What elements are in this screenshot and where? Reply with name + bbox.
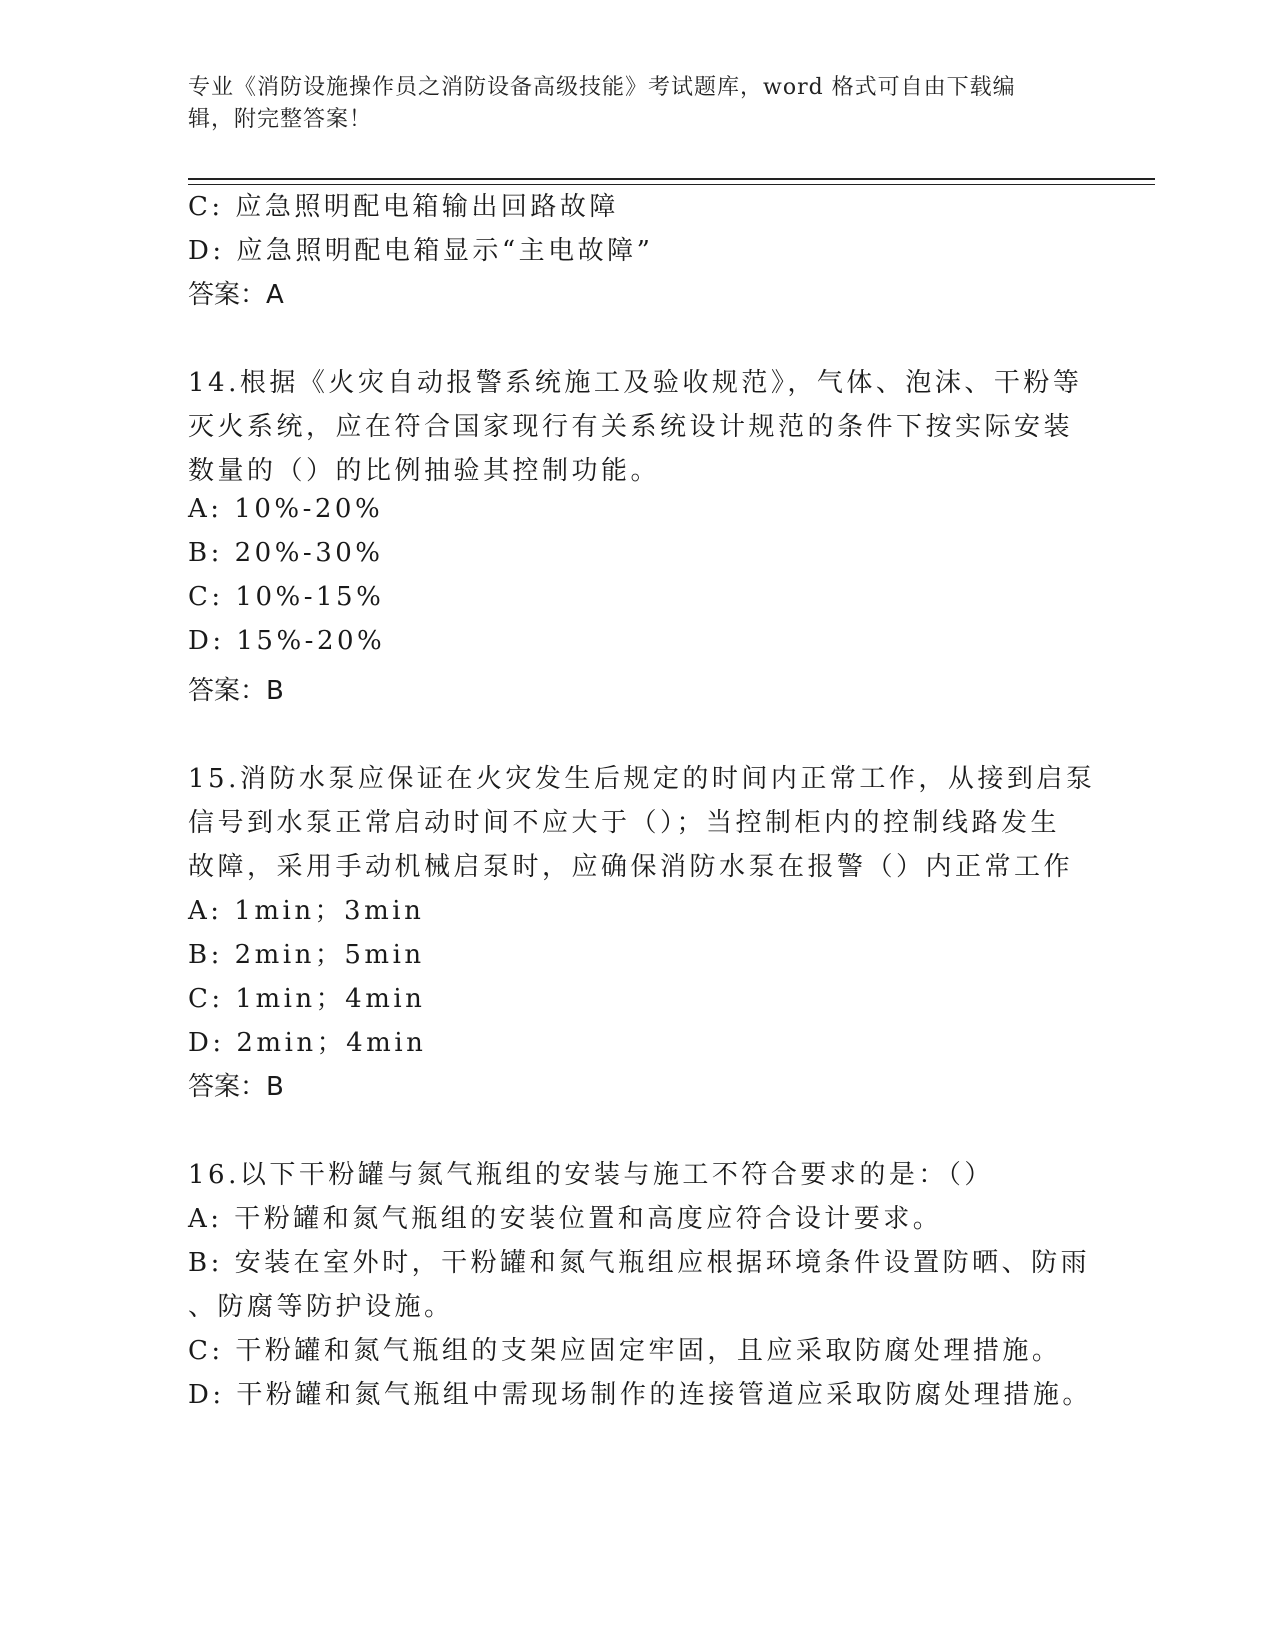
- q15-stem-line-2: 信号到水泵正常启动时间不应大于（）；当控制柜内的控制线路发生: [188, 808, 1061, 838]
- q16-option-b-line-1: B: 安装在室外时，干粉罐和氮气瓶组应根据环境条件设置防晒、防雨: [188, 1248, 1091, 1278]
- header-line-1: 专业《消防设施操作员之消防设备高级技能》考试题库，word 格式可自由下载编: [188, 75, 1016, 100]
- q14-option-a: A: 10%-20%: [188, 494, 384, 524]
- q14-stem-line-1: 14.根据《火灾自动报警系统施工及验收规范》，气体、泡沫、干粉等: [188, 368, 1083, 398]
- q14-option-d: D: 15%-20%: [188, 626, 386, 656]
- q13-option-d: D: 应急照明配电箱显示“主电故障”: [188, 236, 654, 266]
- header-rule-thin: [188, 184, 1155, 185]
- q15-option-b: B: 2min；5min: [188, 940, 425, 970]
- q14-option-b: B: 20%-30%: [188, 538, 384, 568]
- q16-option-c: C: 干粉罐和氮气瓶组的支架应固定牢固，且应采取防腐处理措施。: [188, 1336, 1062, 1366]
- q16-option-d: D: 干粉罐和氮气瓶组中需现场制作的连接管道应采取防腐处理措施。: [188, 1380, 1092, 1410]
- q15-stem-line-1: 15.消防水泵应保证在火灾发生后规定的时间内正常工作，从接到启泵: [188, 764, 1096, 794]
- q13-option-c: C: 应急照明配电箱输出回路故障: [188, 192, 619, 222]
- q16-option-b-line-2: 、防腐等防护设施。: [188, 1292, 454, 1322]
- q15-option-a: A: 1min；3min: [188, 896, 425, 926]
- q14-stem-line-3: 数量的（）的比例抽验其控制功能。: [188, 456, 661, 486]
- q14-stem-line-2: 灭火系统，应在符合国家现行有关系统设计规范的条件下按实际安装: [188, 412, 1074, 442]
- q15-stem-line-3: 故障，采用手动机械启泵时，应确保消防水泵在报警（）内正常工作: [188, 852, 1074, 882]
- q13-answer: 答案：A: [188, 280, 284, 310]
- q14-option-c: C: 10%-15%: [188, 582, 385, 612]
- q15-option-d: D: 2min；4min: [188, 1028, 427, 1058]
- q15-answer: 答案：B: [188, 1072, 284, 1102]
- header-rule-thick: [188, 178, 1155, 180]
- q16-option-a: A: 干粉罐和氮气瓶组的安装位置和高度应符合设计要求。: [188, 1204, 943, 1234]
- q14-answer: 答案：B: [188, 676, 284, 706]
- q16-stem-line-1: 16.以下干粉罐与氮气瓶组的安装与施工不符合要求的是：（）: [188, 1160, 994, 1190]
- header-line-2: 辑，附完整答案！: [188, 107, 373, 132]
- document-header: [188, 72, 1068, 136]
- q15-option-c: C: 1min；4min: [188, 984, 426, 1014]
